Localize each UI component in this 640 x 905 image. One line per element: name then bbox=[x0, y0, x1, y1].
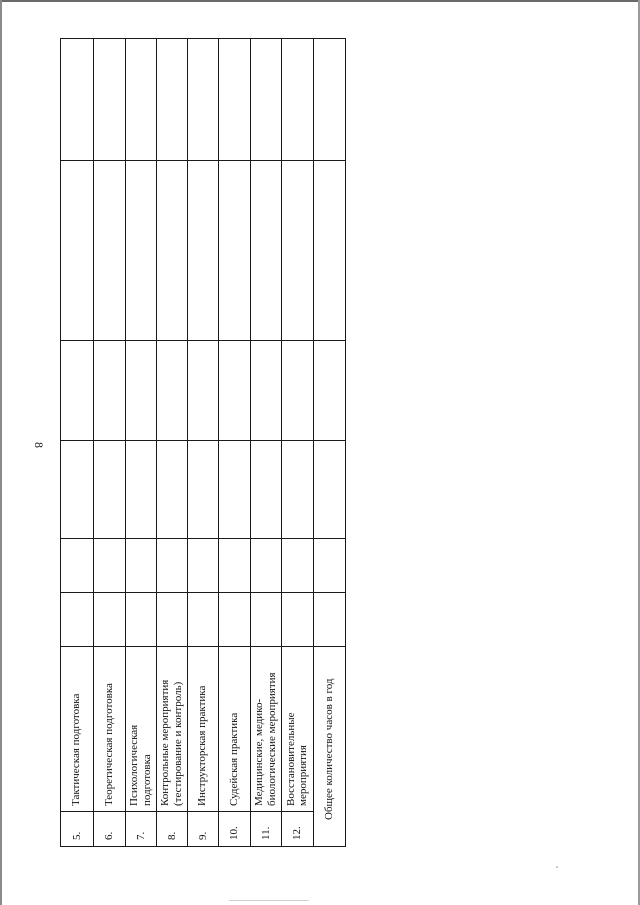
page-number: 8 bbox=[32, 442, 46, 448]
scan-artifact bbox=[556, 866, 558, 868]
row-label: Психологическая bbox=[128, 724, 140, 806]
row-number: 11. bbox=[259, 826, 272, 840]
page-edge-top bbox=[0, 0, 640, 2]
table-rule bbox=[60, 646, 346, 647]
row-label: Медицинские, медико- bbox=[253, 698, 265, 806]
row-number: 8. bbox=[165, 831, 178, 840]
table-rule bbox=[60, 340, 346, 341]
table-rule bbox=[60, 440, 346, 441]
row-label: мероприятия bbox=[297, 745, 309, 806]
row-number: 7. bbox=[134, 831, 147, 840]
page-edge-left bbox=[0, 0, 2, 905]
table-rule bbox=[60, 846, 346, 847]
row-label: биологические мероприятия bbox=[265, 672, 278, 806]
row-number: 10. bbox=[228, 826, 240, 840]
table-rule bbox=[60, 811, 313, 812]
table-rule bbox=[60, 160, 346, 161]
row-number: 5. bbox=[70, 831, 83, 840]
row-label: Контрольные мероприятия bbox=[159, 679, 171, 806]
scan-artifact bbox=[229, 900, 309, 901]
table-rule bbox=[60, 538, 346, 539]
row-number: 6. bbox=[103, 831, 115, 840]
table-rule bbox=[60, 38, 346, 39]
row-number: 9. bbox=[196, 831, 209, 840]
row-number: 12. bbox=[291, 826, 303, 840]
row-label: (тестирование и контроль) bbox=[171, 681, 184, 806]
row-label: Теоретическая подготовка bbox=[102, 683, 115, 806]
row-label: Судейская практика bbox=[227, 712, 240, 806]
row-label: подготовка bbox=[140, 754, 153, 806]
row-label: Инструкторская практика bbox=[196, 685, 209, 806]
row-label: Восстановительные bbox=[284, 712, 297, 806]
table-rule bbox=[60, 592, 346, 593]
total-row-label: Общее количество часов в год bbox=[322, 678, 335, 820]
row-label: Тактическая подготовка bbox=[70, 693, 83, 806]
